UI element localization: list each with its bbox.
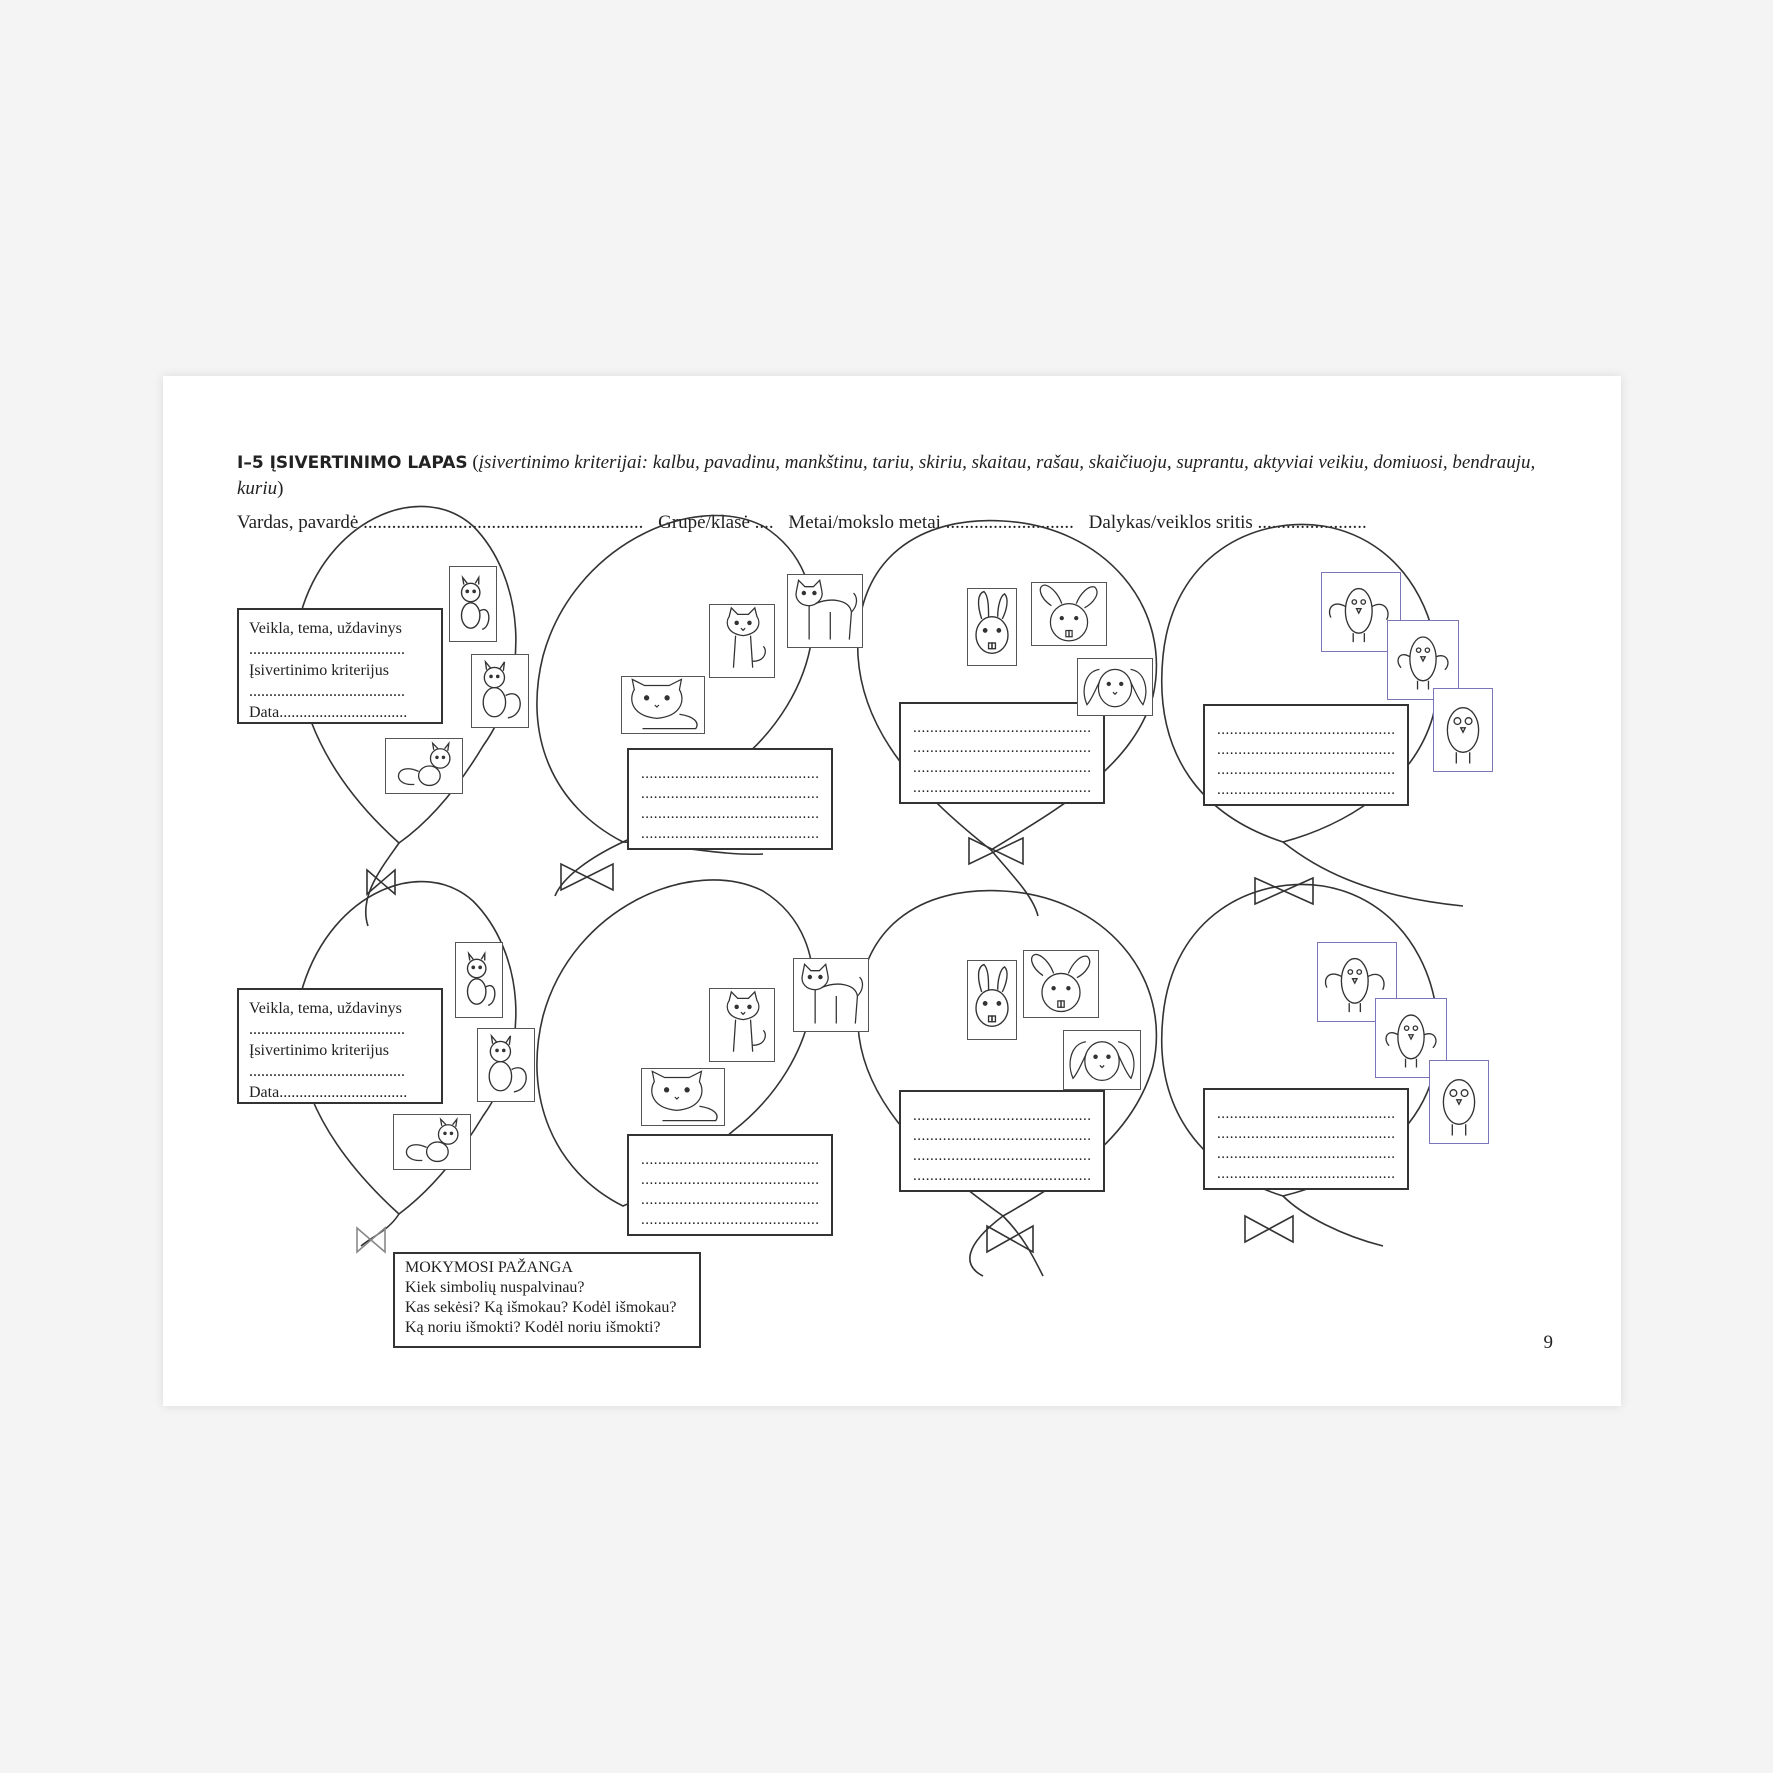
dotted-line: .......................................... <box>641 826 819 842</box>
chick-icon[interactable] <box>1429 1060 1489 1144</box>
activity-dots: ....................................... <box>249 1021 405 1038</box>
progress-question: Kiek simbolių nuspalvinau? <box>405 1279 585 1296</box>
chick-icon[interactable] <box>1433 688 1493 772</box>
dotted-line: .......................................... <box>641 766 819 782</box>
answer-lines-box[interactable] <box>1203 704 1409 806</box>
answer-lines-box[interactable] <box>1203 1088 1409 1190</box>
sheet-code: I–5 ĮSIVERTINIMO LAPAS <box>237 453 468 473</box>
squirrel-icon[interactable] <box>455 942 503 1018</box>
close-paren: ) <box>277 478 284 499</box>
balloon-string <box>970 1216 1043 1276</box>
learning-progress-box <box>393 1252 701 1348</box>
criteria-label: Įsivertinimo kriterijus <box>249 662 389 679</box>
rabbit-icon[interactable] <box>1031 582 1107 646</box>
balloon-string <box>1283 1196 1383 1246</box>
dotted-line: .......................................... <box>1217 1166 1395 1182</box>
worksheet-page <box>163 376 1621 1406</box>
cat-icon[interactable] <box>709 604 775 678</box>
dotted-line: .......................................... <box>641 1152 819 1168</box>
subject-field[interactable]: Dalykas/veiklos sritis ....................... <box>1088 512 1367 533</box>
criteria-list: įsivertinimo kriterijai: kalbu, pavadinu, mankštinu, tariu, skiriu, skaitau, rašau, skaičiuoju, suprantu, aktyviai veikiu, domiuosi, bendrauju, kuriu <box>237 452 1536 499</box>
dotted-line: .......................................... <box>913 1148 1091 1164</box>
activity-info-box[interactable] <box>237 608 443 724</box>
balloon-string <box>1283 842 1463 906</box>
squirrel-icon[interactable] <box>393 1114 471 1170</box>
bow <box>357 1228 385 1252</box>
dotted-line: .......................................... <box>913 760 1091 776</box>
page-number: 9 <box>1543 1332 1553 1353</box>
criteria-dots: ....................................... <box>249 1063 405 1080</box>
cat-icon[interactable] <box>641 1068 725 1126</box>
dotted-line: .......................................... <box>913 780 1091 796</box>
balloon-string <box>555 842 763 896</box>
answer-lines-box[interactable] <box>627 748 833 850</box>
cat-icon[interactable] <box>621 676 705 734</box>
open-paren: ( <box>472 452 479 473</box>
year-field[interactable]: Metai/mokslo metai ........................... <box>788 512 1074 533</box>
dotted-line: .......................................... <box>641 806 819 822</box>
rabbit-icon[interactable] <box>1063 1030 1141 1090</box>
dotted-line: .......................................... <box>1217 782 1395 798</box>
answer-lines-box[interactable] <box>899 702 1105 804</box>
dotted-line: .......................................... <box>1217 1106 1395 1122</box>
criteria-dots: ....................................... <box>249 683 405 700</box>
squirrel-icon[interactable] <box>385 738 463 794</box>
date-label: Data................................ <box>249 1084 408 1101</box>
bow <box>969 838 1023 864</box>
activity-label: Veikla, tema, uždavinys <box>249 620 402 637</box>
dotted-line: .......................................... <box>913 1128 1091 1144</box>
activity-label: Veikla, tema, uždavinys <box>249 1000 402 1017</box>
dotted-line: .......................................... <box>913 720 1091 736</box>
progress-question: Ką noriu išmokti? Kodėl noriu išmokti? <box>405 1319 661 1336</box>
activity-dots: ....................................... <box>249 641 405 658</box>
dotted-line: .......................................... <box>641 1172 819 1188</box>
balloon-outlines <box>163 376 1621 1406</box>
criteria-label: Įsivertinimo kriterijus <box>249 1042 389 1059</box>
bow <box>1245 1216 1293 1242</box>
dotted-line: .......................................... <box>1217 742 1395 758</box>
cat-icon[interactable] <box>787 574 863 648</box>
activity-info-box[interactable] <box>237 988 443 1104</box>
squirrel-icon[interactable] <box>449 566 497 642</box>
dotted-line: .......................................... <box>913 740 1091 756</box>
squirrel-icon[interactable] <box>471 654 529 728</box>
dotted-line: .......................................... <box>641 1192 819 1208</box>
progress-question: Kas sekėsi? Ką išmokau? Kodėl išmokau? <box>405 1299 677 1316</box>
dotted-line: .......................................... <box>1217 762 1395 778</box>
squirrel-icon[interactable] <box>477 1028 535 1102</box>
rabbit-icon[interactable] <box>1023 950 1099 1018</box>
cat-icon[interactable] <box>709 988 775 1062</box>
dotted-line: .......................................... <box>1217 722 1395 738</box>
rabbit-icon[interactable] <box>967 960 1017 1040</box>
cat-icon[interactable] <box>793 958 869 1032</box>
bow <box>987 1226 1033 1252</box>
rabbit-icon[interactable] <box>967 588 1017 666</box>
progress-title: MOKYMOSI PAŽANGA <box>405 1259 573 1276</box>
answer-lines-box[interactable] <box>627 1134 833 1236</box>
group-field[interactable]: Grupė/klasė .... <box>658 512 774 533</box>
balloon-string <box>366 843 399 926</box>
name-field[interactable]: Vardas, pavardė ........................................................... <box>237 512 644 533</box>
balloon-string <box>361 1214 399 1246</box>
dotted-line: .......................................... <box>1217 1146 1395 1162</box>
dotted-line: .......................................... <box>1217 1126 1395 1142</box>
answer-lines-box[interactable] <box>899 1090 1105 1192</box>
dotted-line: .......................................... <box>913 1168 1091 1184</box>
dotted-line: .......................................... <box>641 1212 819 1228</box>
bow <box>1255 878 1313 904</box>
date-label: Data................................ <box>249 704 408 721</box>
rabbit-icon[interactable] <box>1077 658 1153 716</box>
dotted-line: .......................................... <box>641 786 819 802</box>
dotted-line: .......................................... <box>913 1108 1091 1124</box>
